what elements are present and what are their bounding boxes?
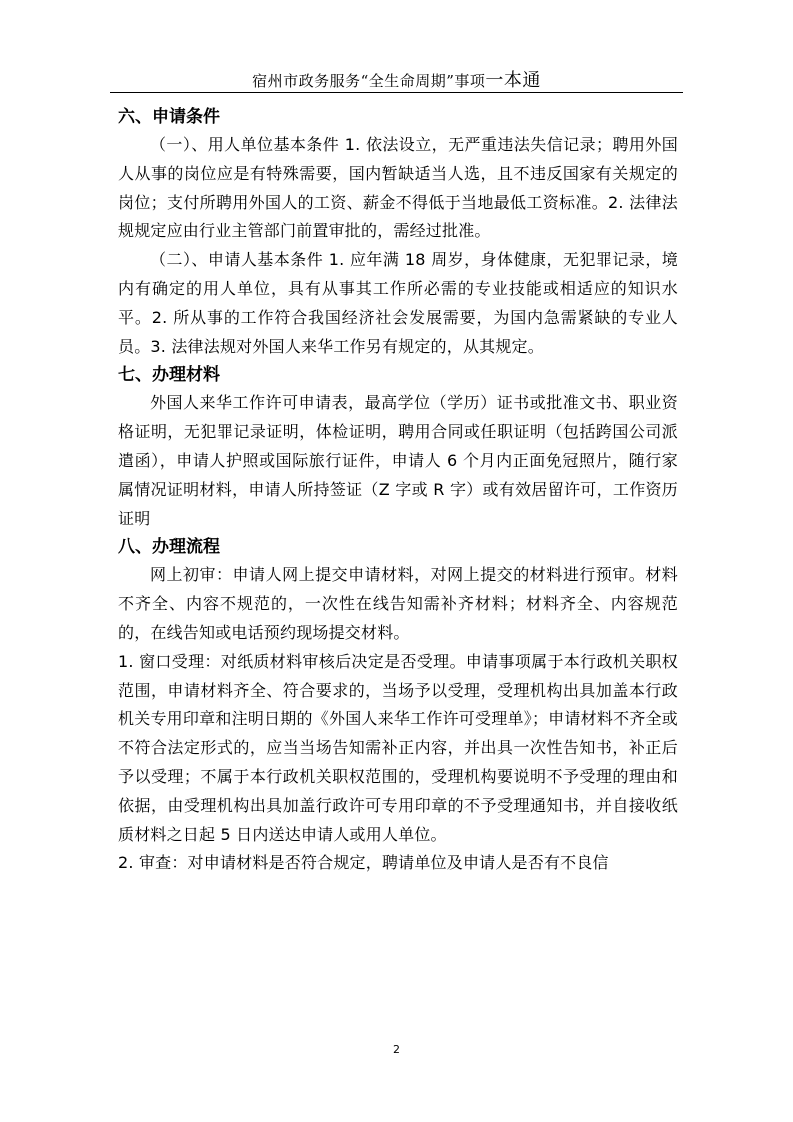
page-number: 2 [393,1043,400,1056]
section-heading-materials: 七、办理材料 [118,365,220,386]
paragraph-online-review: 网上初审：申请人网上提交申请材料，对网上提交的材料进行预审。材料不齐全、内容不规范的，一次性在线告知需补齐材料；材料齐全、内容规范的，在线告知或电话预约现场提交材料。 [118,565,678,642]
section-heading-conditions: 六、申请条件 [118,107,220,127]
paragraph-employer-conditions: （一）、用人单位基本条件 1. 依法设立，无严重违法失信记录；聘用外国人从事的岗位应是有特殊需要，国内暂缺适当人选，且不违反国家有关规定的岗位；支付所聘用外国人的工资、薪金不得低于当地最低工资标准。2. 法律法规规定应由行业主管部门前置审批的，需经过批准。 [118,135,678,241]
header-rule [110,92,683,93]
header-title: 宿州市政务服务“全生命周期”事项 [252,72,486,90]
section-heading-process: 八、办理流程 [118,537,220,558]
header-title-tail: 一本通 [485,70,541,91]
document-header [0,66,793,92]
paragraph-applicant-conditions: （二）、申请人基本条件 1. 应年满 18 周岁，身体健康，无犯罪记录，境内有确定的用人单位，具有从事其工作所必需的专业技能或相适应的知识水平。2. 所从事的工作符合我国经济社会发展需要，为国内急需紧缺的专业人员。3. 法律法规对外国人来华工作另有规定的，从其规定。 [118,250,678,356]
paragraph-review: 2. 审查：对申请材料是否符合规定，聘请单位及申请人是否有不良信 [118,853,609,873]
paragraph-window-acceptance: 1. 窗口受理：对纸质材料审核后决定是否受理。申请事项属于本行政机关职权范围，申请材料齐全、符合要求的，当场予以受理，受理机构出具加盖本行政机关专用印章和注明日期的《外国人来华工作许可受理单》；申请材料不齐全或不符合法定形式的，应当当场告知需补正内容，并出具一次性告知书，补正后予以受理；不属于本行政机关职权范围的，受理机构要说明不予受理的理由和依据，由受理机构出具加盖行政许可专用印章的不予受理通知书，并自接收纸质材料之日起 5 日内送达申请人或用人单位。 [118,651,678,844]
paragraph-materials: 外国人来华工作许可申请表，最高学位（学历）证书或批准文书、职业资格证明，无犯罪记录证明，体检证明，聘用合同或任职证明（包括跨国公司派遣函），申请人护照或国际旅行证件，申请人 6 个月内正面免冠照片，随行家属情况证明材料，申请人所持签证（Z 字或 R 字）或有效居留许可，工作资历证明 [118,393,678,528]
document-body [118,103,678,878]
